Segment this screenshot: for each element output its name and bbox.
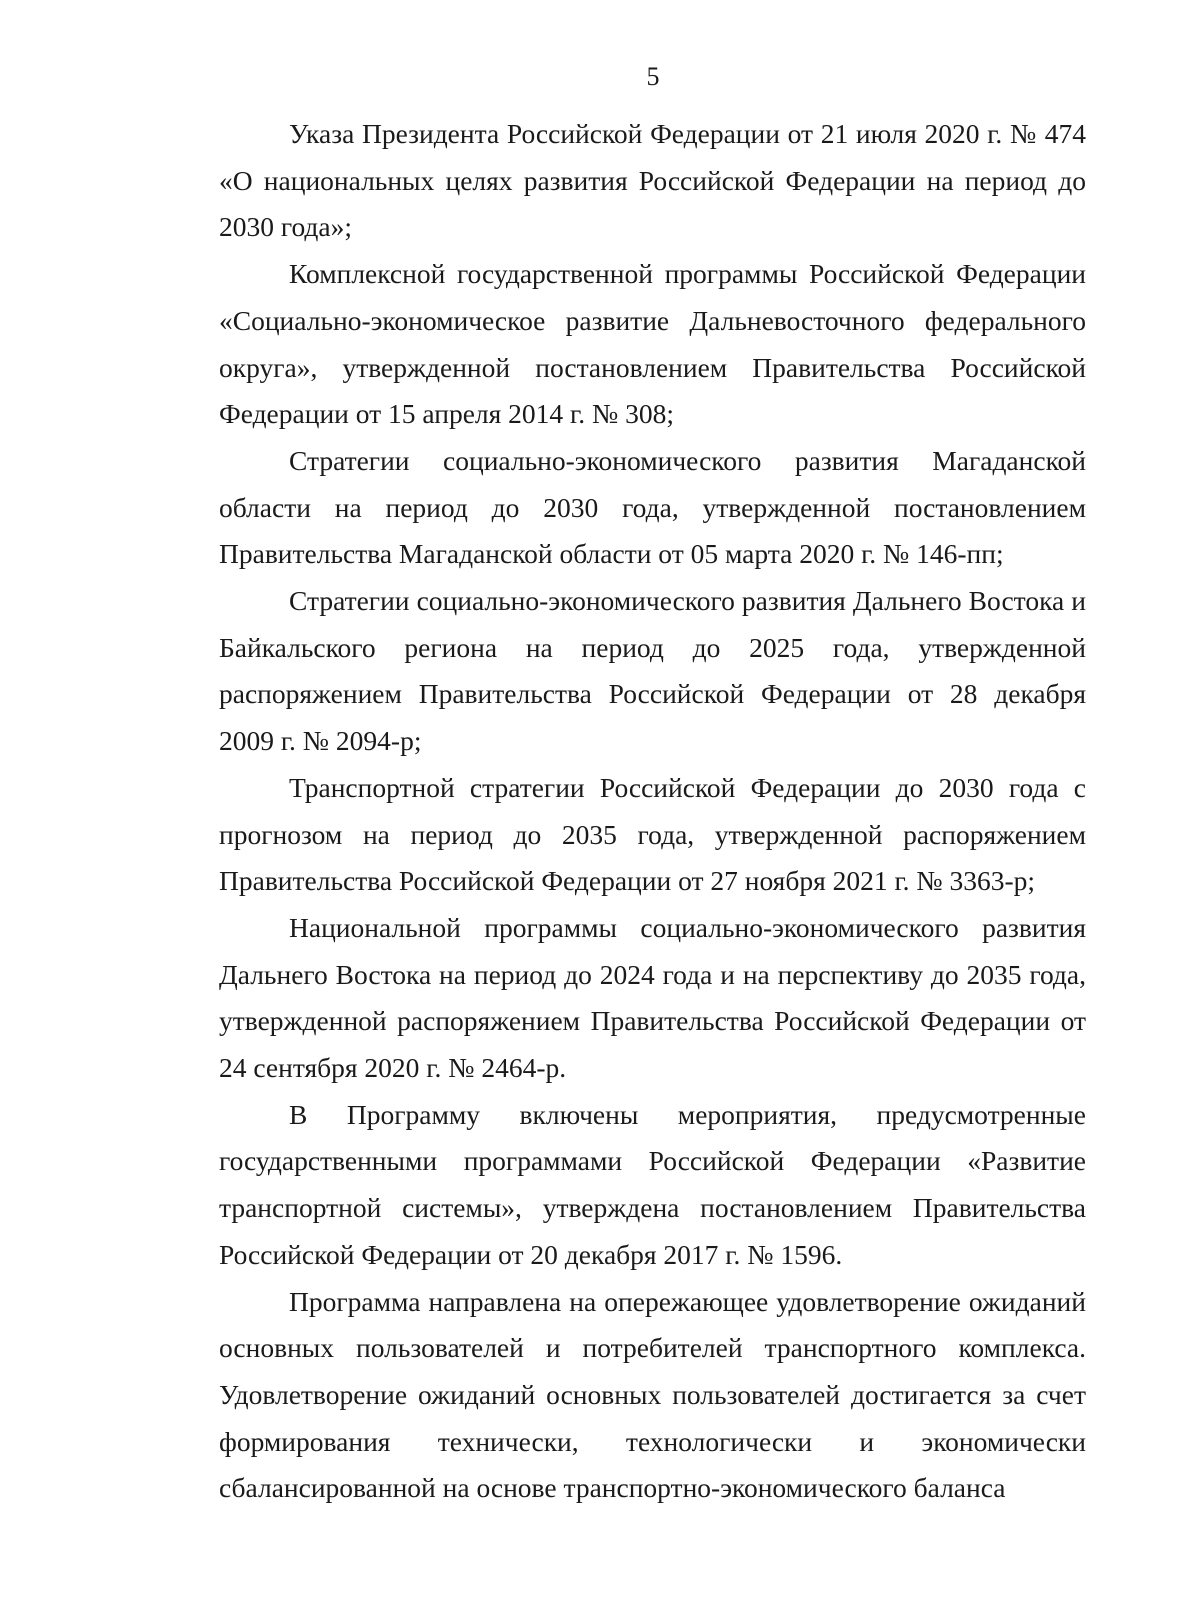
paragraph-program-measures: В Программу включены мероприятия, предусмотренные государственными программами Российской Федерации «Развитие транспортной системы», утверждена постановлением Правительства Российской Федерации от 20 декабря 2017 г. № 1596. — [219, 1098, 1086, 1270]
paragraph-national-program: Национальной программы социально-экономического развития Дальнего Востока на период до 2024 года и на перспективу до 2035 года, утвержденной распоряжением Правительства Российской Федерации от 24 сентября 2020 г. № 2464-р. — [219, 911, 1086, 1084]
document-body — [219, 111, 1086, 1512]
paragraph-far-east-baikal-strategy: Стратегии социально-экономического развития Дальнего Востока и Байкальского региона на период до 2025 года, утвержденной распоряжением Правительства Российской Федерации от 28 декабря 2009 г. № 2094-р; — [219, 585, 1086, 757]
page-number: 5 — [646, 62, 660, 91]
paragraph-magadan-strategy: Стратегии социально-экономического развития Магаданской области на период до 2030 года, утвержденной постановлением Правительства Магаданской области от 05 марта 2020 г. № 146-пп; — [219, 444, 1086, 570]
paragraph-complex-state-program: Комплексной государственной программы Российской Федерации «Социально-экономическое развитие Дальневосточного федерального округа», утвержденной постановлением Правительства Российской Федерации от 15 апреля 2014 г. № 308; — [219, 258, 1086, 430]
paragraph-presidential-decree: Указа Президента Российской Федерации от 21 июля 2020 г. № 474 «О национальных целях развития Российской Федерации на период до 2030 года»; — [219, 118, 1086, 243]
paragraph-transport-strategy: Транспортной стратегии Российской Федерации до 2030 года с прогнозом на период до 2035 года, утвержденной распоряжением Правительства Российской Федерации от 27 ноября 2021 г. № 3363-р; — [219, 771, 1086, 897]
paragraph-program-aim: Программа направлена на опережающее удовлетворение ожиданий основных пользователей и потребителей транспортного комплекса. Удовлетворение ожиданий основных пользователей достигается за счет формирования технически, технологически и экономически сбалансированной на основе транспортно-экономического баланса — [219, 1285, 1086, 1504]
